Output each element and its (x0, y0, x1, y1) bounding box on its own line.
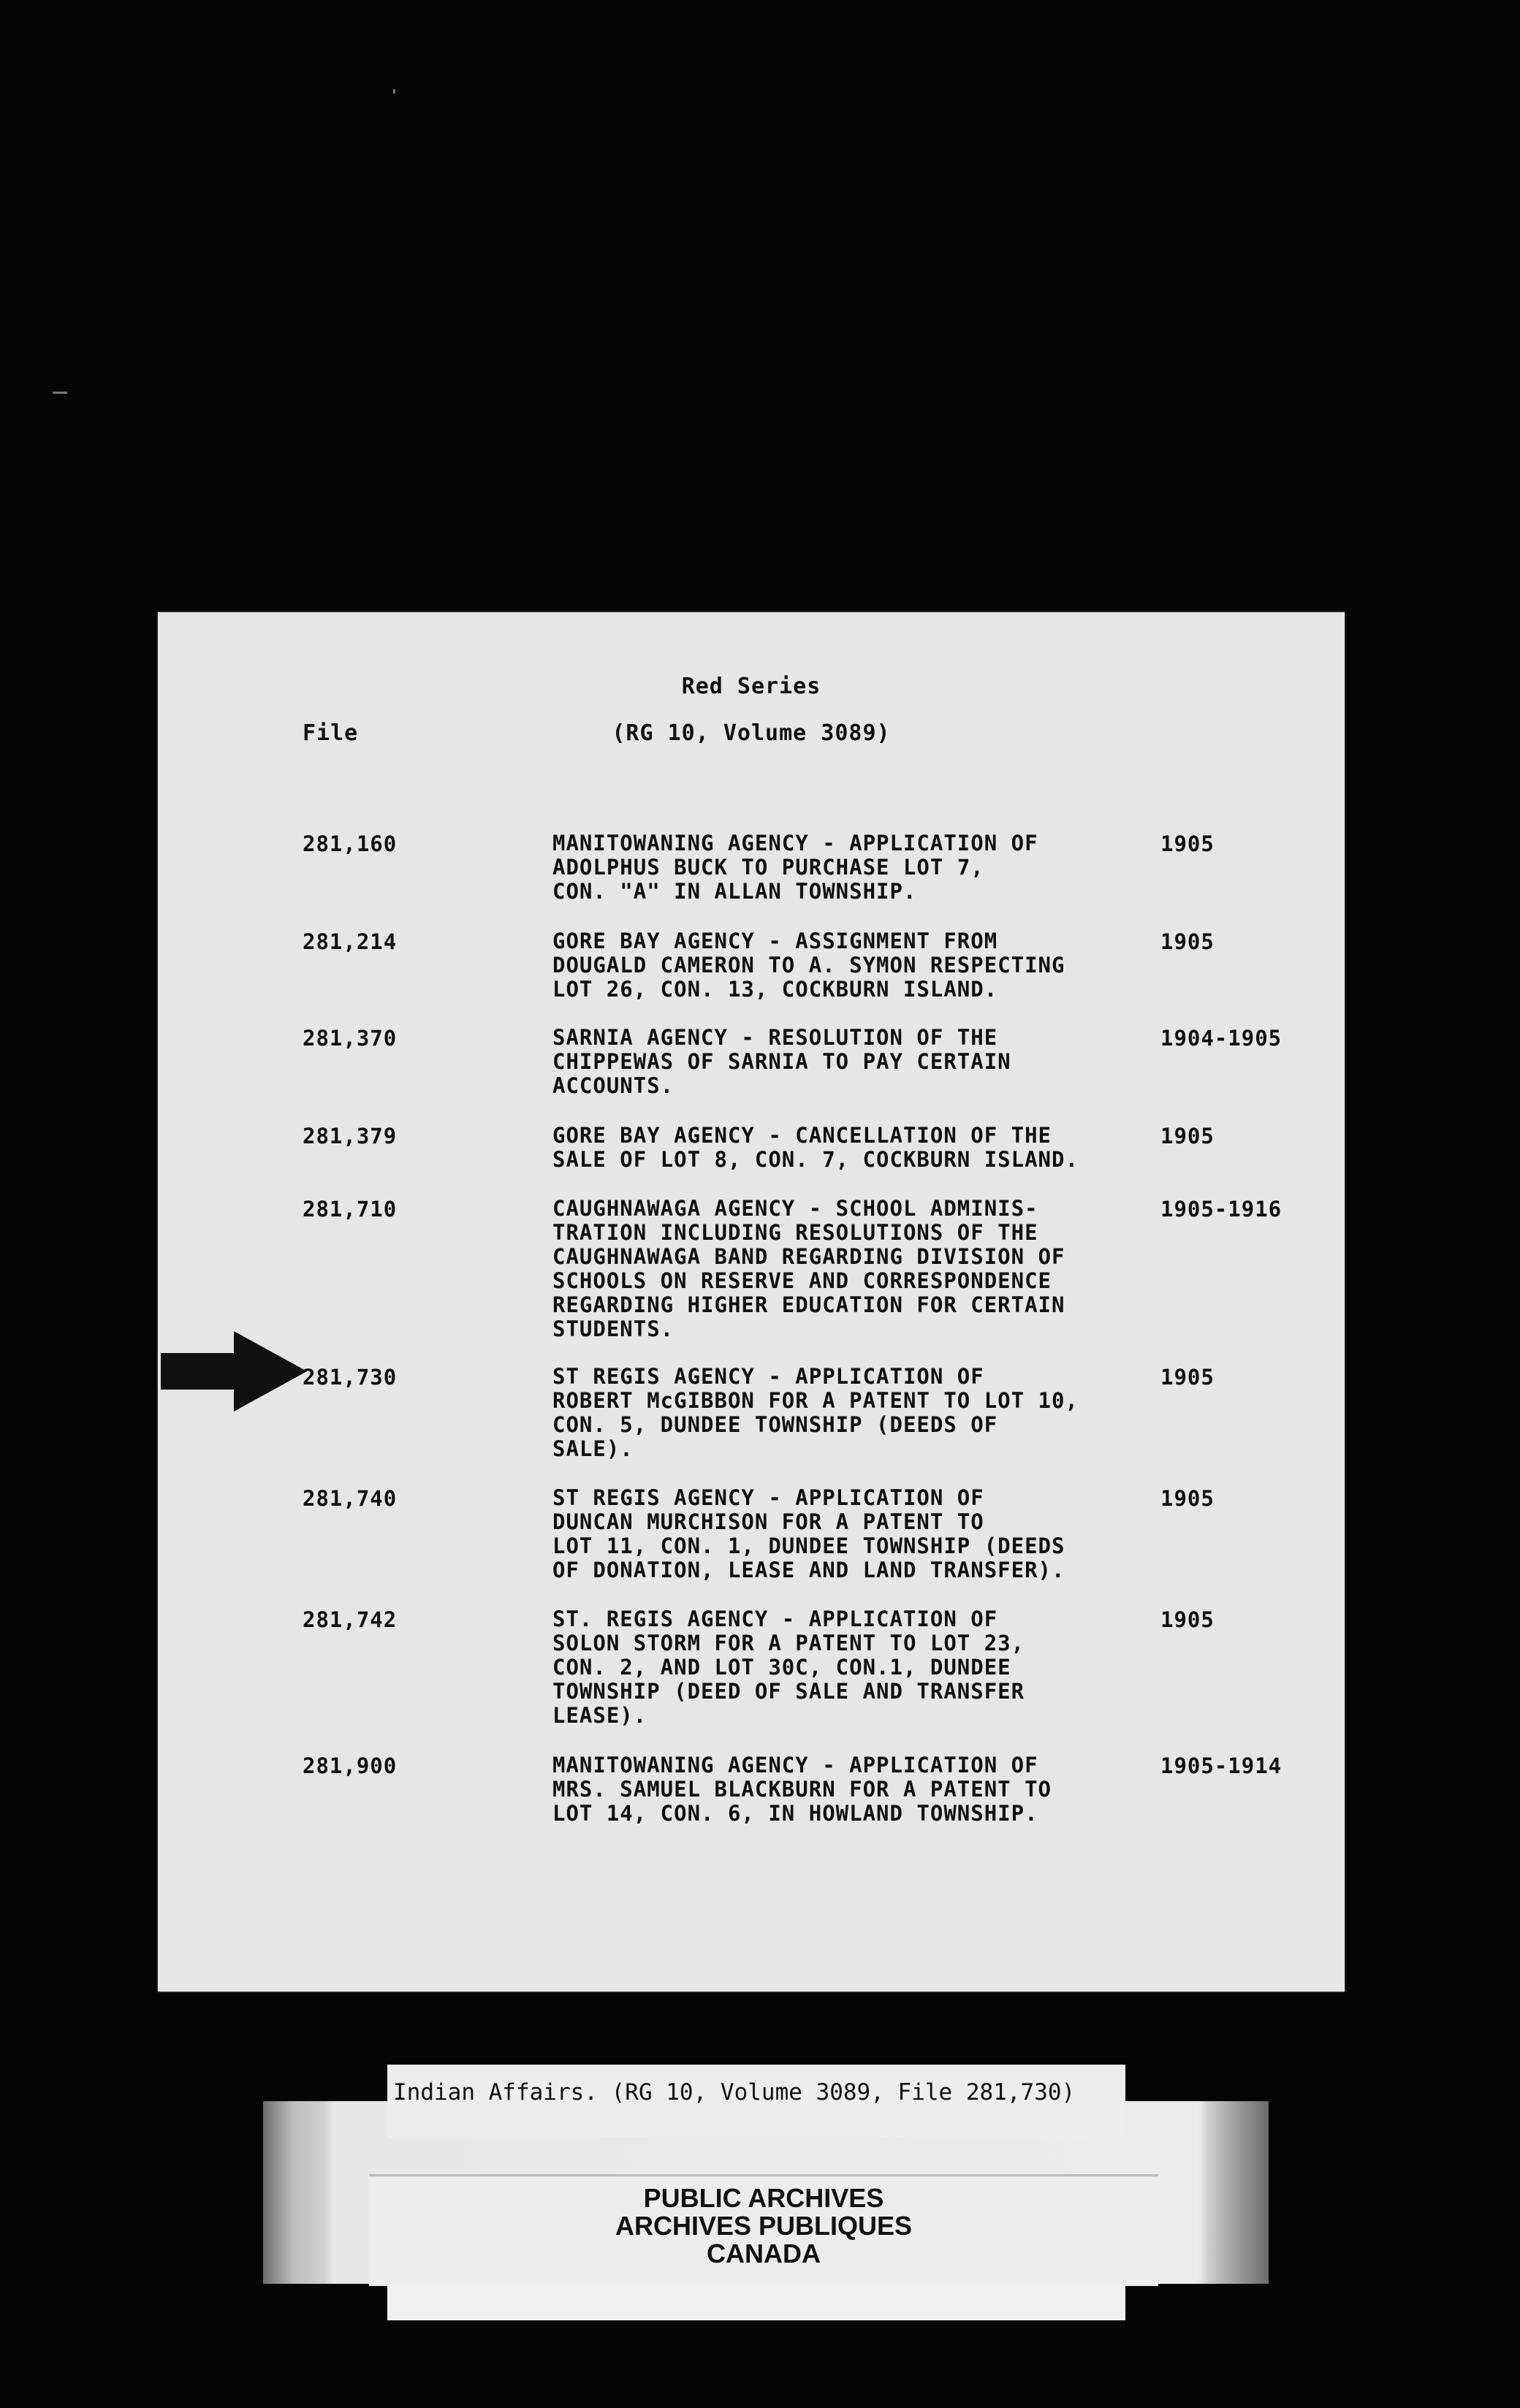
volume-reference: (RG 10, Volume 3089) (612, 720, 891, 746)
file-year: 1905 (1160, 1124, 1215, 1148)
file-list (158, 612, 1345, 1992)
file-year: 1905 (1160, 831, 1215, 856)
stamp-line-3: CANADA (707, 2239, 821, 2268)
label-bottom-strip (387, 2284, 1125, 2320)
file-number: 281,900 (303, 1753, 398, 1778)
file-number: 281,742 (303, 1607, 398, 1632)
file-year: 1905-1916 (1160, 1197, 1282, 1222)
film-speck (393, 89, 395, 94)
file-year: 1905 (1160, 1365, 1215, 1390)
file-description: ST. REGIS AGENCY - APPLICATION OF SOLON STORM FOR A PATENT TO LOT 23, CON. 2, AND LOT 30C, CON.1, DUNDEE TOWNSHIP (DEED OF SALE AND TRANSFER LEASE). (552, 1607, 1025, 1728)
file-number: 281,730 (303, 1365, 398, 1390)
file-description: GORE BAY AGENCY - CANCELLATION OF THE SALE OF LOT 8, CON. 7, COCKBURN ISLAND. (552, 1123, 1079, 1172)
file-number: 281,160 (303, 831, 398, 856)
file-description: MANITOWANING AGENCY - APPLICATION OF ADOLPHUS BUCK TO PURCHASE LOT 7, CON. "A" IN ALLAN TOWNSHIP. (552, 831, 1038, 904)
stamp-line-2: ARCHIVES PUBLIQUES (615, 2211, 913, 2241)
file-year: 1905 (1160, 929, 1215, 954)
pointer-arrow-icon (161, 1331, 307, 1411)
file-number: 281,740 (303, 1486, 398, 1511)
file-number: 281,710 (303, 1197, 398, 1222)
series-title: Red Series (681, 674, 821, 699)
file-number: 281,214 (303, 929, 398, 954)
file-description: SARNIA AGENCY - RESOLUTION OF THE CHIPPEWAS OF SARNIA TO PAY CERTAIN ACCOUNTS. (552, 1025, 1011, 1098)
archives-stamp (369, 2174, 1158, 2286)
file-number: 281,379 (303, 1124, 398, 1148)
file-description: ST REGIS AGENCY - APPLICATION OF DUNCAN MURCHISON FOR A PATENT TO LOT 11, CON. 1, DUNDEE TOWNSHIP (DEEDS OF DONATION, LEASE AND LAND TRANSFER). (552, 1485, 1065, 1582)
reference-text: Indian Affairs. (RG 10, Volume 3089, File 281,730) (393, 2079, 1076, 2106)
reference-label (387, 2065, 1125, 2138)
file-year: 1905 (1160, 1607, 1215, 1632)
file-column-header: File (303, 720, 359, 746)
file-year: 1905-1914 (1160, 1753, 1282, 1778)
file-description: CAUGHNAWAGA AGENCY - SCHOOL ADMINIS- TRATION INCLUDING RESOLUTIONS OF THE CAUGHNAWAGA BAND REGARDING DIVISION OF SCHOOLS ON RESERVE AND CORRESPONDENCE REGARDING HIGHER EDUCATION FOR CERTAIN STUDENTS. (552, 1196, 1065, 1341)
file-description: MANITOWANING AGENCY - APPLICATION OF MRS. SAMUEL BLACKBURN FOR A PATENT TO LOT 14, CON. 6, IN HOWLAND TOWNSHIP. (552, 1753, 1052, 1826)
file-year: 1905 (1160, 1486, 1215, 1511)
film-speck (53, 392, 67, 394)
document-page (158, 612, 1345, 1992)
file-year: 1904-1905 (1160, 1026, 1282, 1051)
stamp-line-1: PUBLIC ARCHIVES (643, 2183, 884, 2213)
file-description: ST REGIS AGENCY - APPLICATION OF ROBERT McGIBBON FOR A PATENT TO LOT 10, CON. 5, DUNDEE TOWNSHIP (DEEDS OF SALE). (552, 1364, 1079, 1461)
file-number: 281,370 (303, 1026, 398, 1051)
file-description: GORE BAY AGENCY - ASSIGNMENT FROM DOUGALD CAMERON TO A. SYMON RESPECTING LOT 26, CON. 13, COCKBURN ISLAND. (552, 929, 1065, 1002)
